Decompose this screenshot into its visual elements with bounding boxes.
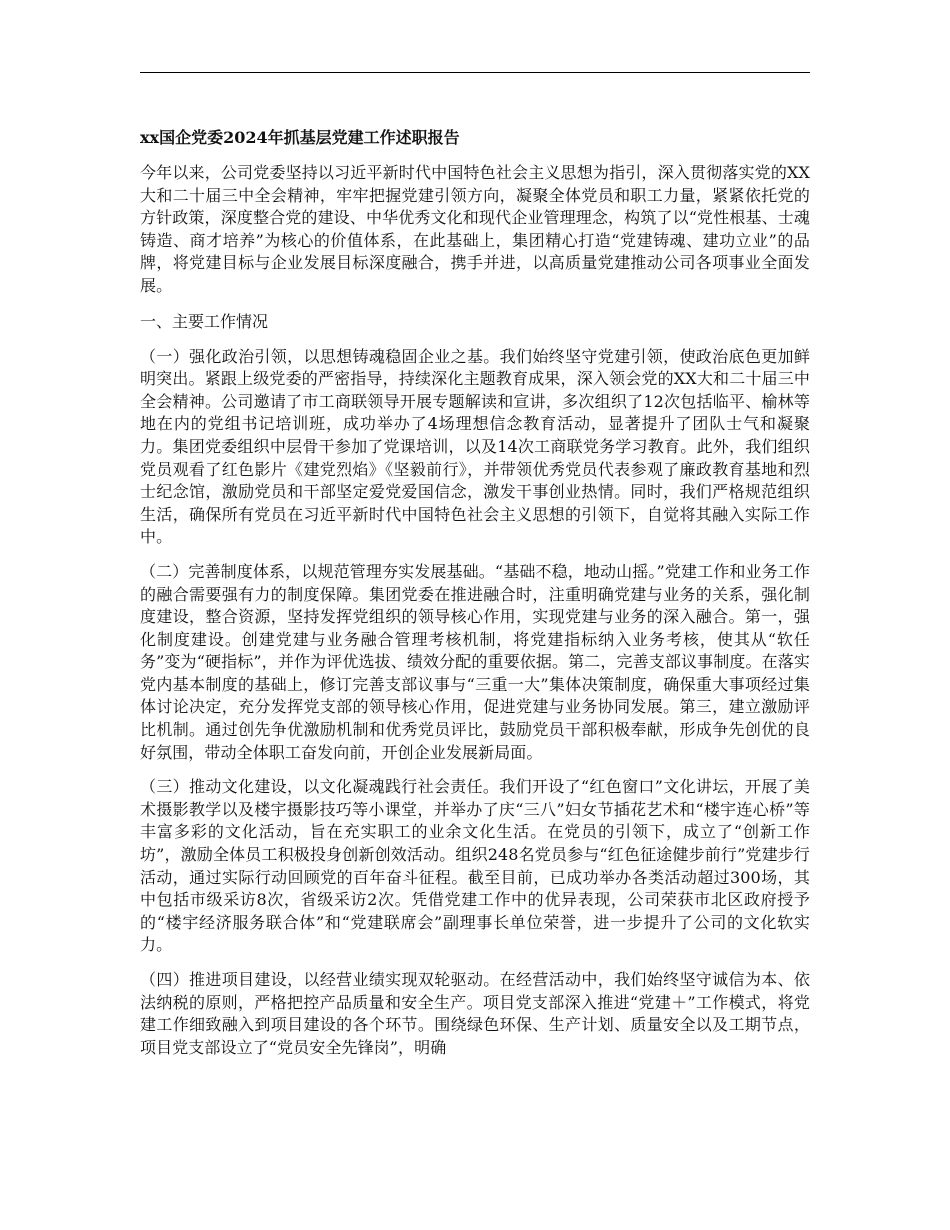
document-title: xx国企党委2024年抓基层党建工作述职报告 xyxy=(140,128,460,147)
header-rule xyxy=(140,72,810,73)
paragraph-political-leadership: （一）强化政治引领，以思想铸魂稳固企业之基。我们始终坚守党建引领，使政治底色更加鲜明突出。紧跟上级党委的严密指导，持续深化主题教育成果，深入领会党的XX大和二十届三中全会精神。公司邀请了市工商联领导开展专题解读和宣讲，多次组织了12次包括临平、榆林等地在内的党组书记培训班，成功举办了4场理想信念教育活动，显著提升了团队士气和凝聚力。集团党委组织中层骨干参加了党课培训，以及14次工商联党务学习教育。此外，我们组织党员观看了红色影片《建党烈焰》《坚毅前行》，并带领优秀党员代表参观了廉政教育基地和烈士纪念馆，激励党员和干部坚定爱党爱国信念，激发干事创业热情。同时，我们严格规范组织生活，确保所有党员在习近平新时代中国特色社会主义思想的引领下，自觉将其融入实际工作中。 xyxy=(140,346,810,547)
paragraph-project-construction: （四）推进项目建设，以经营业绩实现双轮驱动。在经营活动中，我们始终坚守诚信为本、依法纳税的原则，严格把控产品质量和安全生产。项目党支部深入推进“党建＋”工作模式，将党建工作细致融入到项目建设的各个环节。围绕绿色环保、生产计划、质量安全以及工期节点，项目党支部设立了“党员安全先锋岗”，明确 xyxy=(140,970,810,1057)
paragraph-cultural-construction: （三）推动文化建设，以文化凝魂践行社会责任。我们开设了“红色窗口”文化讲坛，开展了美术摄影教学以及楼宇摄影技巧等小课堂，并举办了庆“三八”妇女节插花艺术和“楼宇连心桥”等丰富多彩的文化活动，旨在充实职工的业余文化生活。在党员的引领下，成立了“创新工作坊”，激励全体员工积极投身创新创效活动。组织248名党员参与“红色征途健步前行”党建步行活动，通过实际行动回顾党的百年奋斗征程。截至目前，已成功举办各类活动超过300场，其中包括市级采访8次，省级采访2次。凭借党建工作中的优异表现，公司荣获市北区政府授予的“楼宇经济服务联合体”和“党建联席会”副理事长单位荣誉，进一步提升了公司的文化软实力。 xyxy=(140,777,810,955)
section-heading: 一、主要工作情况 xyxy=(140,311,269,331)
document-body xyxy=(140,126,810,1071)
paragraph-institutional-system: （二）完善制度体系，以规范管理夯实发展基础。“基础不稳，地动山摇。”党建工作和业务工作的融合需要强有力的制度保障。集团党委在推进融合时，注重明确党建与业务的关系，强化制度建设，整合资源，坚持发挥党组织的领导核心作用，实现党建与业务的深入融合。第一，强化制度建设。创建党建与业务融合管理考核机制，将党建指标纳入业务考核，使其从“软任务”变为“硬指标”，并作为评优选拔、绩效分配的重要依据。第二，完善支部议事制度。在落实党内基本制度的基础上，修订完善支部议事与“三重一大”集体决策制度，确保重大事项经过集体讨论决定，充分发挥党支部的领导核心作用，促进党建与业务协同发展。第三，建立激励评比机制。通过创先争优激励机制和优秀党员评比，鼓励党员干部积极奉献，形成争先创优的良好氛围，带动全体职工奋发向前，开创企业发展新局面。 xyxy=(140,561,810,762)
intro-paragraph: 今年以来，公司党委坚持以习近平新时代中国特色社会主义思想为指引，深入贯彻落实党的XX大和二十届三中全会精神，牢牢把握党建引领方向，凝聚全体党员和职工力量，紧紧依托党的方针政策，深度整合党的建设、中华优秀文化和现代企业管理理念，构筑了以“党性根基、士魂铸造、商才培养”为核心的价值体系，在此基础上，集团精心打造“党建铸魂、建功立业”的品牌，将党建目标与企业发展目标深度融合，携手并进，以高质量党建推动公司各项事业全面发展。 xyxy=(140,163,810,295)
